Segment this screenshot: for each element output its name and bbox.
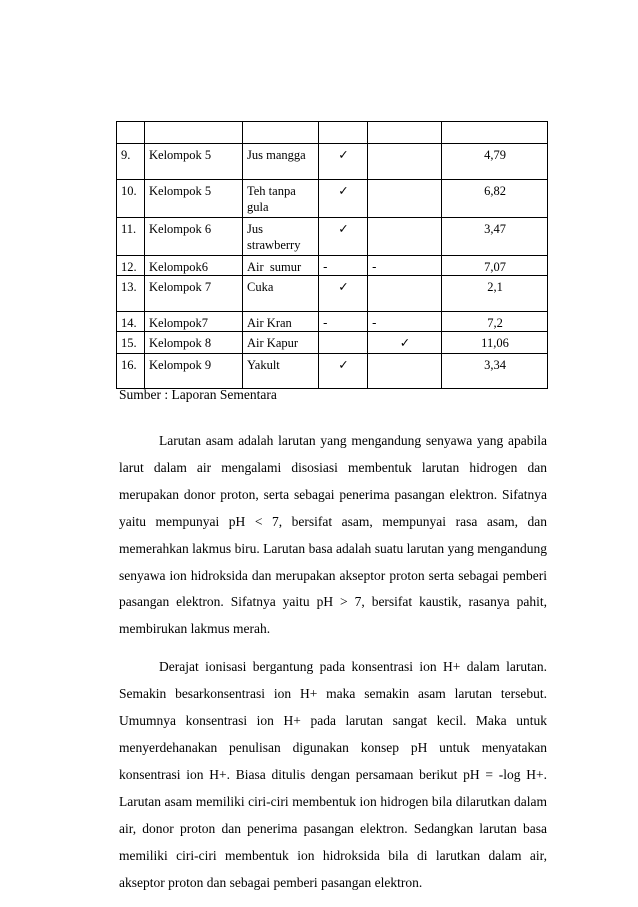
cell-ph: 3,34 (442, 354, 548, 389)
table-row (117, 122, 548, 144)
table-source-caption: Sumber : Laporan Sementara (119, 387, 277, 402)
cell-sample: Air Kapur (243, 332, 319, 354)
cell-base (368, 144, 442, 180)
cell-group: Kelompok 9 (145, 354, 243, 389)
cell-sample: Yakult (243, 354, 319, 389)
paragraph-acid-base: Larutan asam adalah larutan yang mengandung senyawa yang apabila larut dalam air mengalami disosiasi membentuk larutan hidrogen dan merupakan donor proton, serta sebagai penerima pasangan elektron. Sifatnya yaitu mempunyai pH < 7, bersifat asam, mempunyai rasa asam, dan memerahkan lakmus biru. Larutan basa adalah suatu larutan yang mengandung senyawa ion hidroksida dan merupakan akseptor proton serta sebagai pemberi pasangan elektron. Sifatnya yaitu pH > 7, bersifat kaustik, rasanya pahit, membirukan lakmus merah. (119, 433, 547, 637)
cell-no: 12. (117, 256, 145, 276)
cell-base: ✓ (368, 332, 442, 354)
cell-acid: - (319, 312, 368, 332)
cell-ph: 11,06 (442, 332, 548, 354)
cell-base: - (368, 312, 442, 332)
table-row (117, 180, 548, 218)
cell-base: - (368, 256, 442, 276)
table-row (117, 276, 548, 312)
table-row (117, 144, 548, 180)
cell-group: Kelompok 5 (145, 144, 243, 180)
cell-group: Kelompok7 (145, 312, 243, 332)
cell-ph: 7,07 (442, 256, 548, 276)
cell-sample: Teh tanpa gula (243, 180, 319, 218)
cell-acid: ✓ (319, 144, 368, 180)
cell-base (368, 122, 442, 144)
results-table (116, 121, 548, 389)
cell-sample (243, 122, 319, 144)
cell-no (117, 122, 145, 144)
cell-base (368, 180, 442, 218)
cell-ph: 6,82 (442, 180, 548, 218)
cell-acid (319, 122, 368, 144)
cell-group: Kelompok 6 (145, 218, 243, 256)
table-row (117, 218, 548, 256)
cell-acid (319, 332, 368, 354)
cell-no: 15. (117, 332, 145, 354)
cell-sample: Jus mangga (243, 144, 319, 180)
cell-sample: Jus strawberry (243, 218, 319, 256)
cell-group: Kelompok 5 (145, 180, 243, 218)
table-row (117, 332, 548, 354)
cell-group: Kelompok6 (145, 256, 243, 276)
table-row (117, 354, 548, 389)
cell-ph (442, 122, 548, 144)
cell-sample: Cuka (243, 276, 319, 312)
cell-no: 9. (117, 144, 145, 180)
cell-no: 16. (117, 354, 145, 389)
cell-no: 11. (117, 218, 145, 256)
cell-sample: Air Kran (243, 312, 319, 332)
table-row (117, 256, 548, 276)
cell-group: Kelompok 8 (145, 332, 243, 354)
cell-ph: 2,1 (442, 276, 548, 312)
cell-acid: ✓ (319, 218, 368, 256)
body-text (119, 428, 547, 907)
paragraph-ionization: Derajat ionisasi bergantung pada konsentrasi ion H+ dalam larutan. Semakin besarkonsentrasi ion H+ maka semakin asam larutan tersebut. Umumnya konsentrasi ion H+ pada larutan sangat kecil. Maka untuk menyerdehanakan penulisan digunakan konsep pH untuk menyatakan konsentrasi ion H+. Biasa ditulis dengan persamaan berikut pH = -log H+. Larutan asam memiliki ciri-ciri membentuk ion hidrogen bila dilarutkan dalam air, donor proton dan penerima pasangan elektron. Sedangkan larutan basa memiliki ciri-ciri membentuk ion hidroksida bila di larutkan dalam air, akseptor proton dan sebagai pemberi pasangan elektron. (119, 659, 547, 890)
cell-sample: Air sumur (243, 256, 319, 276)
cell-acid: - (319, 256, 368, 276)
cell-acid: ✓ (319, 276, 368, 312)
table-row (117, 312, 548, 332)
cell-no: 14. (117, 312, 145, 332)
cell-acid: ✓ (319, 180, 368, 218)
cell-no: 10. (117, 180, 145, 218)
cell-ph: 7,2 (442, 312, 548, 332)
cell-group: Kelompok 7 (145, 276, 243, 312)
cell-acid: ✓ (319, 354, 368, 389)
cell-group (145, 122, 243, 144)
cell-base (368, 218, 442, 256)
cell-no: 13. (117, 276, 145, 312)
cell-base (368, 276, 442, 312)
cell-base (368, 354, 442, 389)
cell-ph: 4,79 (442, 144, 548, 180)
cell-ph: 3,47 (442, 218, 548, 256)
